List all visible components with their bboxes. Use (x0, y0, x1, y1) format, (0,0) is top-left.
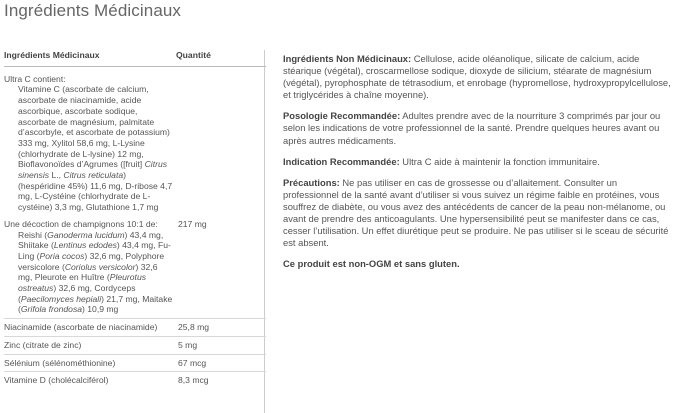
indication-text: Ultra C aide à maintenir la fonction immunitaire. (399, 155, 600, 167)
row-quantity: 67 mcg (176, 354, 266, 372)
row-quantity: 5 mg (176, 336, 266, 354)
row-quantity: 25,8 mg (176, 319, 266, 337)
mushrooms-quantity: 217 mg (178, 218, 207, 229)
indication-label: Indication Recommandée: (283, 155, 400, 167)
table-row-mushrooms (4, 216, 266, 319)
header-quantity: Quantité (176, 50, 266, 66)
mushrooms-intro: Une décoction de champignons 10:1 de: (4, 218, 158, 229)
non-ogm-statement: Ce produit est non-OGM et sans gluten. (283, 258, 460, 270)
non-medicinal-text: Cellulose, acide oléanolique, silicate de calcium, acide stéarique (végétal), croscarmellose sodique, dioxyde de silicium, stéarate de magnésium (végétal), pyrophosphate de tétrasodium, et enrobage (hypromellose, hydroxypropylcellulose, et triglycérides à chaîne moyenne). (283, 53, 671, 101)
table-row (4, 319, 266, 337)
header-ingredient: Ingrédients Médicinaux (4, 50, 176, 66)
ultra-c-quantity (176, 66, 266, 216)
precautions-label: Précautions: (283, 176, 340, 188)
non-medicinal-section (283, 53, 675, 101)
row-ingredient: Sélénium (sélénométhionine) (4, 354, 176, 372)
indication-section (283, 156, 675, 168)
mushrooms-ingredient (4, 216, 176, 319)
row-ingredient: Vitamine D (cholécalciférol) (4, 372, 176, 389)
row-quantity: 8,3 mcg (176, 372, 266, 389)
page-title: Ingrédients Médicinaux (4, 1, 182, 20)
product-info (283, 53, 675, 279)
table-row (4, 372, 266, 389)
ingredients-table (4, 50, 266, 389)
table-row (4, 354, 266, 372)
table-row (4, 336, 266, 354)
row-ingredient: Niacinamide (ascorbate de niacinamide) (4, 319, 176, 337)
ultra-c-label: Ultra C contient: (4, 73, 66, 84)
ultra-c-details: Vitamine C (ascorbate de calcium, ascorbate de niacinamide, acide ascorbique, ascorbate sodique, ascorbate de magnésium, palmitate d’ascorbyle, et ascorbate de potassium) 333 mg, Xylitol 58,6 mg, L-Lysine (chlorhydrate de L-lysine) 12 mg, Bioflavonoïdes d’Agrumes ([fruit] Citrus sinensis L., Citrus reticulata) (hespéridine 45%) 11,6 mg, D-ribose 4,7 mg, L-Cystéine (chlorhydrate de L-cystéine) 3,3 mg, Glutathione 1,7 mg (18, 84, 173, 213)
row-ingredient: Zinc (citrate de zinc) (4, 336, 176, 354)
non-ogm-section (283, 258, 675, 270)
precautions-section (283, 177, 675, 250)
ultra-c-ingredient (4, 66, 176, 216)
dosage-text: Adultes prendre avec de la nourriture 3 comprimés par jour ou selon les indications de votre professionnel de la santé. Prendre quelques heures avant ou après autres médicaments. (283, 110, 661, 146)
mushrooms-details: Reishi (Ganoderma lucidum) 43,4 mg, Shiitake (Lentinus edodes) 43,4 mg, Fu-Ling (Poria cocos) 32,6 mg, Polyphore versicolore (Coriolus versicolor) 32,6 mg, Pleurote en Huître (Pleurotus ostreatus) 32,6 mg, Cordyceps (Paecilomyces hepiali) 21,7 mg, Maitake (Grifola frondosa) 10,9 mg (18, 229, 173, 315)
precautions-text: Ne pas utiliser en cas de grossesse ou d’allaitement. Consulter un professionnel de la santé avant d’utiliser si vous suivez un régime faible en protéines, vous souffrez de diabète, ou vous avez des antécédents de cancer de la peau non-mélanome, ou avant de prendre des anticoagulants. Une hypersensibilité peut se manifester dans ce cas, cesser l’utilisation. Un effet diurétique peut se produire. Ne pas utiliser si le sceau de sécurité est absent. (283, 176, 669, 249)
table-row-ultra-c (4, 66, 266, 216)
dosage-label: Posologie Recommandée: (283, 110, 401, 122)
non-medicinal-label: Ingrédients Non Médicinaux: (283, 53, 412, 64)
ingredients-table-container (4, 50, 265, 413)
table-header-row (4, 50, 266, 66)
dosage-section (283, 110, 675, 146)
